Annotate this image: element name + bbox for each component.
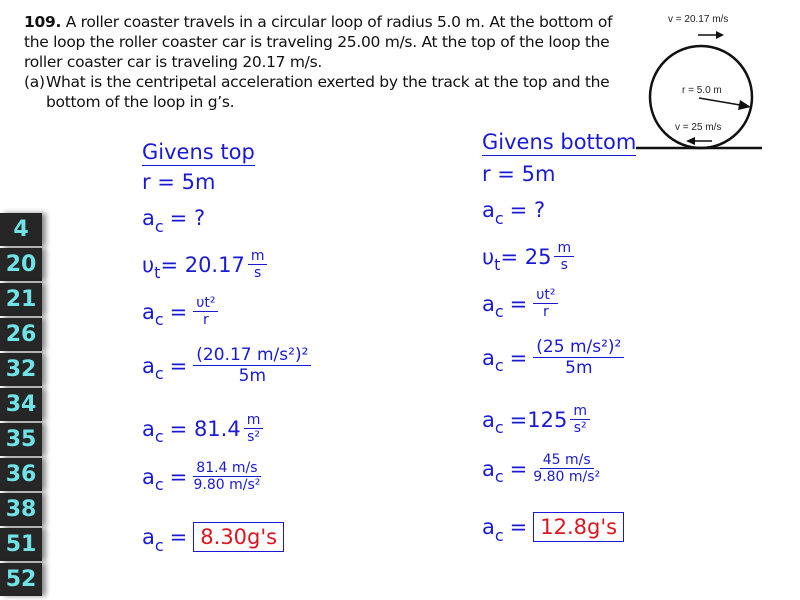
slide-link-35[interactable]: 35 <box>0 423 42 456</box>
givens-top-column <box>142 140 255 166</box>
problem-paragraph <box>24 12 634 72</box>
slide-link-26[interactable]: 26 <box>0 318 42 351</box>
slide-link-51[interactable]: 51 <box>0 528 42 561</box>
part-text: What is the centripetal acceleration exerted by the track at the top and the bottom of the loop in g’s. <box>46 73 610 111</box>
slide-link-20[interactable]: 20 <box>0 248 42 281</box>
problem-statement <box>24 12 634 112</box>
top-radius: r = 5m <box>142 170 216 194</box>
loop-diagram-svg <box>620 0 800 160</box>
givens-bottom-title: Givens bottom <box>482 130 637 154</box>
top-substitution: a c = $\frac{\text{(20.17 m/s²)²}}{5m}$ <box>142 345 311 386</box>
part-label: (a) <box>24 73 45 91</box>
problem-text: A roller coaster travels in a circular loop of radius 5.0 m. At the bottom of the loop the roller coaster car is traveling 25.00 m/s. At the top of the loop the roller coaster car is traveling 20.17 m/s. <box>24 13 613 71</box>
top-ac-unknown: a c = ? <box>142 206 206 236</box>
problem-number: 109. <box>24 13 62 31</box>
slide-link-32[interactable]: 32 <box>0 353 42 386</box>
problem-part-a <box>24 72 634 112</box>
bottom-ac-unknown: a c = ? <box>482 198 546 228</box>
top-velocity: υ t = 20.17 $\frac{m}{s}$ <box>142 248 267 281</box>
top-answer-box: 8.30g's <box>193 522 284 552</box>
bottom-radius: r = 5m <box>482 162 556 186</box>
slide-link-4[interactable]: 4 <box>0 213 42 246</box>
svg-text:r = 5.0 m: r = 5.0 m <box>682 85 722 96</box>
bottom-substitution: a c = $\frac{\text{(25 m/s²)²}}{5m}$ <box>482 337 624 378</box>
givens-top-title: Givens top <box>142 140 255 164</box>
slide-link-52[interactable]: 52 <box>0 563 42 596</box>
bottom-velocity: υ t = 25 $\frac{m}{s}$ <box>482 240 574 273</box>
top-result: a c = 81.4 $\frac{m}{\text{s²}}$ <box>142 412 263 445</box>
slide-link-38[interactable]: 38 <box>0 493 42 526</box>
bottom-answer-line: a c = 12.8g's <box>482 512 624 542</box>
slide-link-36[interactable]: 36 <box>0 458 42 491</box>
givens-bottom-column <box>482 130 636 156</box>
top-conversion: a c = $\frac{81.4 m/s}{\text{9.80 m/s²}}$ <box>142 460 261 494</box>
slide-link-21[interactable]: 21 <box>0 283 42 316</box>
top-formula: a c = $\frac{\text{υt²}}{r}$ <box>142 295 218 328</box>
slide-number-sidebar <box>0 213 42 598</box>
bottom-result: a c =125 $\frac{m}{\text{s²}}$ <box>482 403 590 436</box>
bottom-formula: a c = $\frac{\text{υt²}}{r}$ <box>482 287 558 320</box>
top-answer-line: a c = 8.30g's <box>142 522 284 552</box>
svg-text:v = 25 m/s: v = 25 m/s <box>675 122 722 133</box>
bottom-conversion: a c = $\frac{45 m/s}{\text{9.80 m/s²}}$ <box>482 452 601 486</box>
slide-link-34[interactable]: 34 <box>0 388 42 421</box>
loop-diagram <box>620 0 800 160</box>
bottom-answer-box: 12.8g's <box>533 512 624 542</box>
svg-text:v = 20.17 m/s: v = 20.17 m/s <box>668 14 729 25</box>
